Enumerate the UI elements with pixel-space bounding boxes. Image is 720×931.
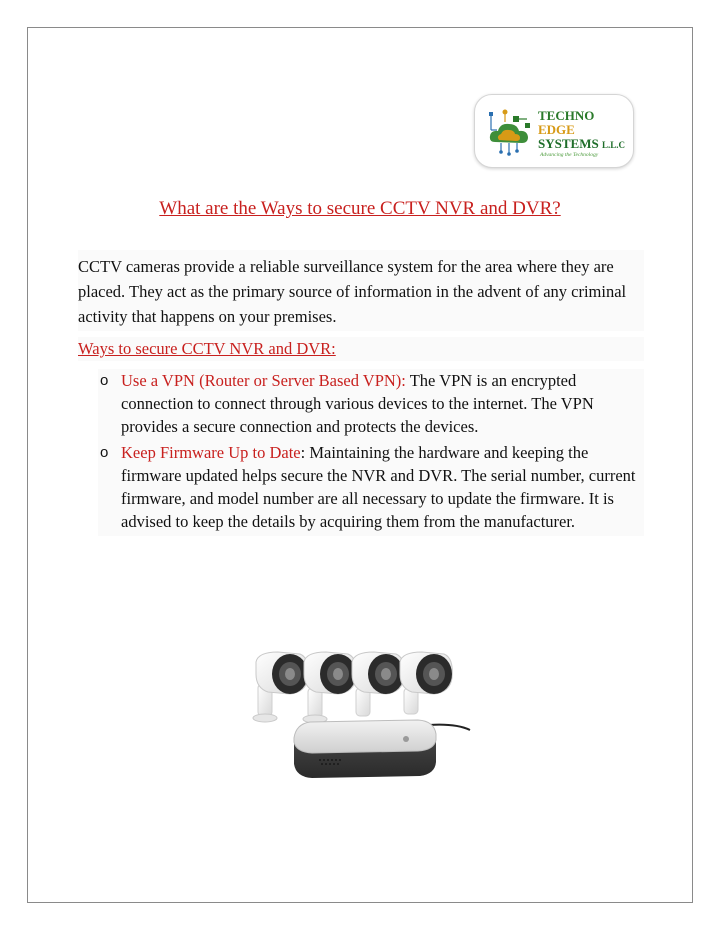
document-title: What are the Ways to secure CCTV NVR and DVR? <box>159 198 561 219</box>
bullet-heading: Use a VPN (Router or Server Based VPN): <box>121 371 406 390</box>
bullet-text: : Maintaining the hardware and keeping the firmware updated helps secure the NVR and DVR. The serial number, current firmware, and model number are all necessary to update the firmware. It is advised to keep the details by acquiring them from the manufacturer. <box>121 443 636 531</box>
intro-paragraph: CCTV cameras provide a reliable surveillance system for the area where they are placed. They act as the primary source of information in the advent of any criminal activity that happens on your premises. <box>78 250 644 331</box>
cctv-cameras-and-recorder-image <box>238 644 478 789</box>
list-item <box>98 441 644 533</box>
bullet-heading: Keep Firmware Up to Date <box>121 443 301 462</box>
logo-suffix: L.L.C <box>601 140 625 150</box>
logo-tagline: Advancing the Technology <box>540 152 599 158</box>
logo-line-techno: TECHNO <box>538 108 595 123</box>
list-item <box>98 369 644 438</box>
bullet-marker: o <box>100 444 109 461</box>
cloud-circuit-logo-icon <box>483 106 535 158</box>
logo-line-systems: SYSTEMS <box>538 136 599 151</box>
subheading-text: Ways to secure CCTV NVR and DVR: <box>78 339 336 358</box>
bullet-list <box>98 369 644 536</box>
section-subheading <box>78 337 644 361</box>
bullet-marker: o <box>100 372 109 389</box>
logo-line-edge: EDGE <box>538 122 575 137</box>
company-logo <box>474 94 634 168</box>
bullet-text: The VPN is an encrypted connection to connect through various devices to the internet. The VPN provides a secure connection and protects the devices. <box>121 371 594 436</box>
